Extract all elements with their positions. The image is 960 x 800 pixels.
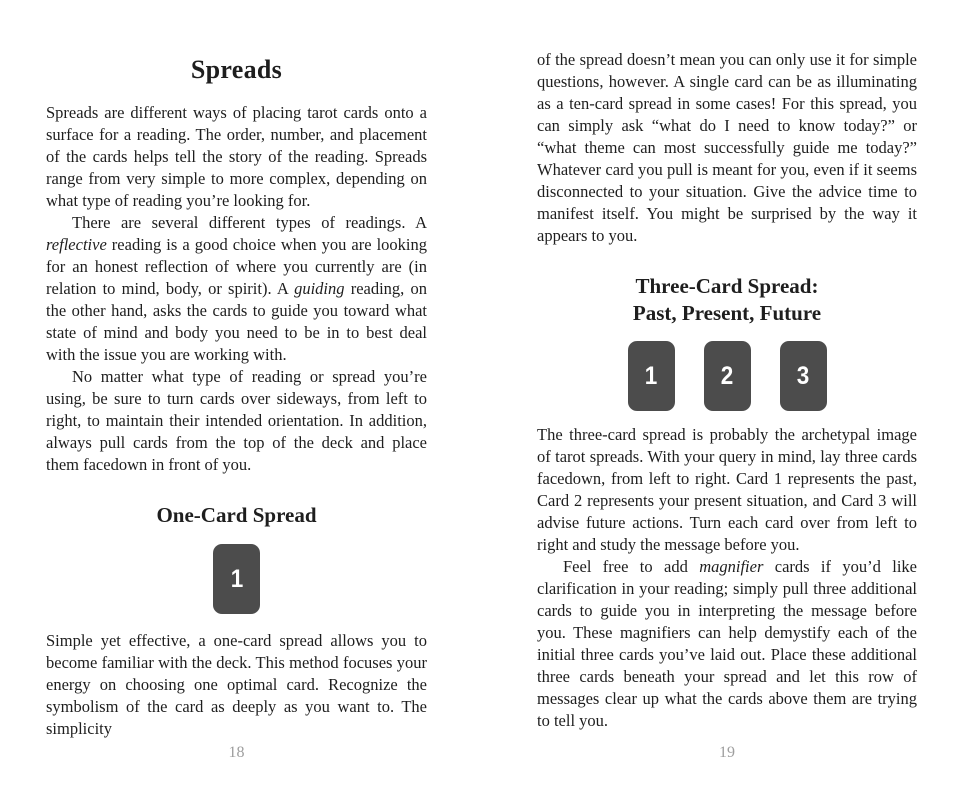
tarot-card-1 bbox=[628, 341, 675, 411]
tarot-card-2 bbox=[704, 341, 751, 411]
page-number-left: 18 bbox=[228, 744, 245, 761]
paragraph-continuation: of the spread doesn’t mean you can only use it for simple questions, however. A single card can be as illuminating as a ten-card spread in some cases! For this spread, you can simply ask “what do I need to know today?” or “what theme can most successfully guide me today?” Whatever card you pull is meant for you, even if it seems disconnected to your situation. Give the advice time to manifest itself. You might be surprised by the way it appears to you. bbox=[537, 50, 917, 245]
tarot-card-3 bbox=[780, 341, 827, 411]
paragraph-magnifier: Feel free to add magnifier cards if you’d like clarification in your reading; simply pull three additional cards to guide you in interpreting the message before you. These magnifiers can help demystify each of the initial three cards you’ve laid out. Place these additional three cards beneath your spread and let this row of messages clear up what the cards above them are trying to tell you. bbox=[537, 557, 917, 730]
one-card-spread-diagram bbox=[46, 544, 427, 614]
three-card-spread-diagram bbox=[537, 341, 917, 411]
paragraph-no-matter: No matter what type of reading or spread you’re using, be sure to turn cards over sideways, from left to right, to maintain their intended orientation. In addition, always pull cards from the top of the deck and place them facedown in front of you. bbox=[46, 367, 427, 474]
heading-line-2: Past, Present, Future bbox=[632, 301, 822, 325]
heading-line-1: Three-Card Spread: bbox=[635, 274, 819, 298]
heading-one-card-spread: One-Card Spread bbox=[156, 503, 317, 527]
paragraph-reading-types: There are several different types of readings. A reflective reading is a good choice when you are looking for an honest reflection of where you currently are (in relation to mind, body, or spirit). A guiding reading, on the other hand, asks the cards to guide you toward what state of mind and body you need to be in to best deal with the issue you are working with. bbox=[46, 213, 427, 364]
tarot-card-number: 3 bbox=[796, 361, 810, 390]
page-left bbox=[46, 0, 427, 800]
tarot-card-number: 1 bbox=[644, 361, 658, 390]
chapter-title: Spreads bbox=[190, 55, 283, 84]
paragraph-simple-effective: Simple yet effective, a one-card spread allows you to become familiar with the deck. This method focuses your energy on choosing one optimal card. Recognize the symbolism of the card as deeply as you want to. The simplicity bbox=[46, 631, 427, 738]
tarot-card-1 bbox=[213, 544, 260, 614]
page-number-right: 19 bbox=[719, 744, 735, 761]
paragraph-intro: Spreads are different ways of placing tarot cards onto a surface for a reading. The order, number, and placement of the cards helps tell the story of the reading. Spreads range from very simple to more complex, depending on what type of reading you’re looking for. bbox=[46, 103, 427, 210]
paragraph-three-card: The three-card spread is probably the archetypal image of tarot spreads. With your query in mind, lay three cards facedown, from left to right. Card 1 represents the past, Card 2 represents your present situation, and Card 3 will advise future actions. Turn each card over from left to right and study the message before you. bbox=[537, 425, 917, 554]
page-right bbox=[537, 0, 917, 800]
heading-three-card-spread bbox=[537, 273, 917, 327]
tarot-card-number: 1 bbox=[230, 564, 243, 593]
tarot-card-number: 2 bbox=[720, 361, 734, 390]
